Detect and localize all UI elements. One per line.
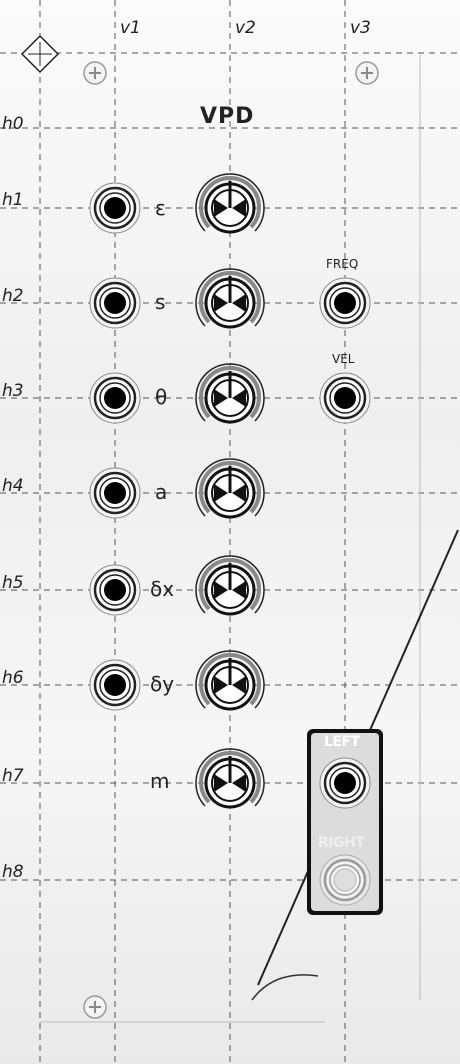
theta-knob[interactable] (191, 359, 269, 437)
left-output-jack[interactable] (318, 756, 372, 810)
grid-label-v1: v1 (120, 18, 141, 38)
grid-label-h8: h8 (2, 862, 24, 882)
dy-knob[interactable] (191, 646, 269, 724)
grid-label-v3: v3 (350, 18, 371, 38)
screw-icon (82, 994, 108, 1020)
param-label-s: s (155, 290, 166, 314)
dx-input-jack[interactable] (88, 563, 142, 617)
left-output-label: LEFT (324, 734, 360, 750)
right-output-jack[interactable] (318, 853, 372, 907)
vel-label: VEL (332, 352, 355, 366)
grid-label-h6: h6 (2, 668, 24, 688)
freq-label: FREQ (326, 257, 359, 271)
param-label-theta: θ (155, 385, 168, 409)
epsilon-input-jack[interactable] (88, 181, 142, 235)
param-label-m: m (150, 769, 170, 793)
grid-label-h0: h0 (2, 114, 24, 134)
param-label-dy: δy (150, 672, 175, 696)
diamond-icon (20, 34, 60, 74)
s-input-jack[interactable] (88, 276, 142, 330)
a-input-jack[interactable] (88, 466, 142, 520)
grid-label-h2: h2 (2, 286, 24, 306)
a-knob[interactable] (191, 454, 269, 532)
dy-input-jack[interactable] (88, 658, 142, 712)
epsilon-knob[interactable] (191, 169, 269, 247)
freq-input-jack[interactable] (318, 276, 372, 330)
grid-label-h7: h7 (2, 766, 24, 786)
dx-knob[interactable] (191, 551, 269, 629)
grid-label-h4: h4 (2, 476, 24, 496)
grid-label-h3: h3 (2, 381, 24, 401)
grid-label-h1: h1 (2, 190, 24, 210)
module-title: VPD (200, 104, 255, 129)
right-output-label: RIGHT (318, 835, 365, 851)
screw-icon (354, 60, 380, 86)
screw-icon (82, 60, 108, 86)
param-label-epsilon: ε (155, 196, 166, 220)
theta-input-jack[interactable] (88, 371, 142, 425)
vel-input-jack[interactable] (318, 371, 372, 425)
m-knob[interactable] (191, 744, 269, 822)
grid-label-v2: v2 (235, 18, 256, 38)
s-knob[interactable] (191, 264, 269, 342)
grid-label-h5: h5 (2, 573, 24, 593)
param-label-dx: δx (150, 577, 175, 601)
param-label-a: a (155, 480, 168, 504)
